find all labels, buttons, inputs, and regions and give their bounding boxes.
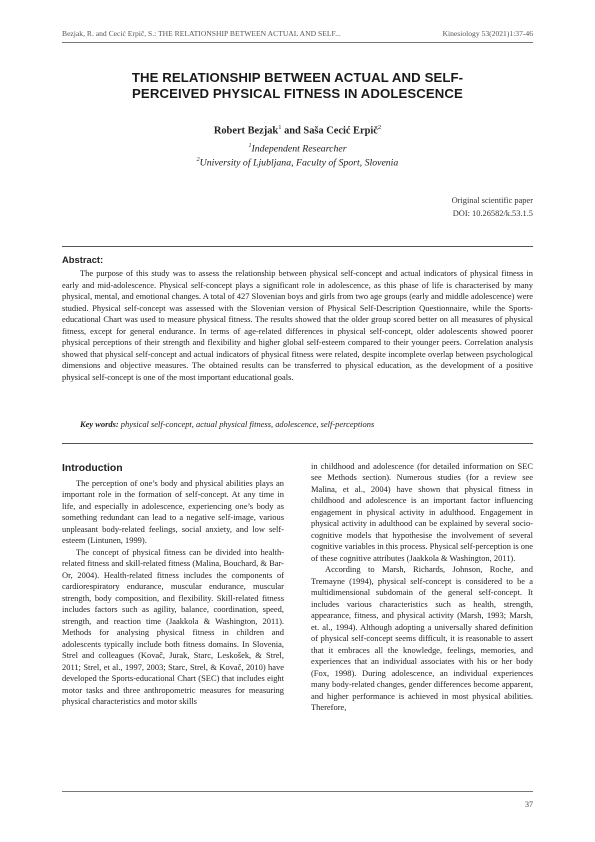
paragraph: According to Marsh, Richards, Johnson, Roche, and Tremayne (1994), physical self-concept is considered to be a multidimensional subdomain of the general self-concept. It includes various characteristics such as health, strength, appearance, fitness, and physical activity (Marsh, 1993; Marsh, et. al., 1994). Although adopting a universally shared definition of physical self-concept seems difficult, it is reasonable to assert that it embraces all the knowledge, feelings, memories, and experiences that an individual associates with his or her body (Fox, 1998). During adolescence, an individual experiences many body-related changes, gender differences become apparent, and higher performance is achieved in most physical abilities. Therefore, xyxy=(311,564,533,713)
author-connector: and xyxy=(281,125,304,137)
author-list xyxy=(62,124,533,136)
paragraph: The perception of one’s body and physical abilities plays an important role in the formation of self-concept. At any time in life, and especially in adolescence, experiencing one’s body as something redundant can lead to a negative self-image, various unpleasant body-related feelings, social anxiety, and low self-esteem (Lintunen, 1999). xyxy=(62,478,284,546)
paragraph: in childhood and adolescence (for detailed information on SEC see Methods section). Numerous studies (for a review see Malina, et al., 2004) have shown that physical fitness in childhood and adolescence is an important factor influencing engagement in physical activity in adulthood. Engagement in physical activity in adulthood can be explained by several socio-cognitive models that hypothesise the involvement of several cognitive variables in this process. Physical self-perception is one of these cognitive attributes (Jaakkola & Washington, 2011). xyxy=(311,461,533,563)
right-column xyxy=(311,461,533,714)
author-affiliation-mark: 2 xyxy=(377,124,382,131)
abstract-heading: Abstract: xyxy=(62,254,104,265)
header-rule xyxy=(62,42,533,43)
paragraph: The concept of physical fitness can be divided into health-related fitness and skill-related fitness (Malina, Bouchard, & Bar-Or, 2004). Health-related fitness includes the components of cardiorespiratory endurance, muscular endurance, muscular strength, body composition, and flexibility. Skill-related fitness includes factors such as agility, balance, coordination, speed, strength, and reaction time (Jaakkola & Washington, 2011). Methods for analysing physical fitness in children and adolescents typically include both fitness domains. In Slovenia, Strel and colleagues (Kovač, Jurak, Starc, Leskošek, & Strel, 2011; Strel, et al., 1997, 2003; Starc, Strel, & Kovač, 2010) have developed the Sports-educational Chart (SEC) that includes eight motor tasks and three anthropometric measures for measuring physical characteristics and motor skills xyxy=(62,546,284,707)
affiliation-text: University of Ljubljana, Faculty of Sport, Slovenia xyxy=(199,157,399,169)
paper-title xyxy=(62,70,533,102)
abstract-text: The purpose of this study was to assess the relationship between physical self-concept and actual indicators of physical fitness in early and mid-adolescence. Physical self-concept plays a significant role in adolescence, as this phase of life is characterised by many physical, mental, and emotional changes. A total of 427 Slovenian boys and girls from two age groups (early and middle adolescence) were studied. Physical self-concept was assessed with the Slovenian version of Physical Self-Description Questionnaire, while the Sports-educational Chart was used to measure physical fitness. The results showed that the older group scored better on all measures of physical fitness, except for general endurance. In terms of age-related differences in physical self-concept, older adolescents showed poorer physical perceptions of their strength and flexibility and higher global self-esteem compared to their younger peers. Correlation analysis showed that physical self-concept and actual indicators of physical fitness were related, despite incomplete overlap between psychological dimensions and objective measures. The obtained results can be transferred to physical education, as the development of a positive physical self-concept is one of the most important educational goals. xyxy=(62,268,533,382)
page-number: 37 xyxy=(525,800,533,809)
affiliation-mark: 1 xyxy=(248,143,252,149)
author-name: Saša Cecić Erpič xyxy=(303,125,378,137)
abstract-bottom-rule xyxy=(62,443,533,444)
affiliation-2 xyxy=(62,157,533,168)
footer-rule xyxy=(62,791,533,792)
article-type: Original scientific paper xyxy=(451,196,533,205)
running-title: Bezjak, R. and Cecić Erpič, S.: THE RELATIONSHIP BETWEEN ACTUAL AND SELF... xyxy=(62,29,341,38)
author-affiliation-mark: 1 xyxy=(278,124,282,131)
author-name: Robert Bezjak xyxy=(213,125,279,137)
affiliation-text: Independent Researcher xyxy=(251,143,347,155)
journal-reference: Kinesiology 53(2021)1:37-46 xyxy=(442,29,533,38)
doi: DOI: 10.26582/k.53.1.5 xyxy=(452,209,533,218)
keywords xyxy=(80,419,533,429)
keywords-text: physical self-concept, actual physical fitness, adolescence, self-perceptions xyxy=(118,419,375,429)
running-head xyxy=(62,29,533,38)
title-line-1: THE RELATIONSHIP BETWEEN ACTUAL AND SELF- xyxy=(131,70,464,85)
left-column xyxy=(62,478,284,708)
keywords-label: Key words: xyxy=(80,419,119,429)
title-line-2: PERCEIVED PHYSICAL FITNESS IN ADOLESCENCE xyxy=(132,86,463,101)
section-heading: Introduction xyxy=(62,463,123,474)
affiliation-mark: 2 xyxy=(196,157,200,163)
abstract-top-rule xyxy=(62,246,533,247)
affiliation-1 xyxy=(62,143,533,154)
